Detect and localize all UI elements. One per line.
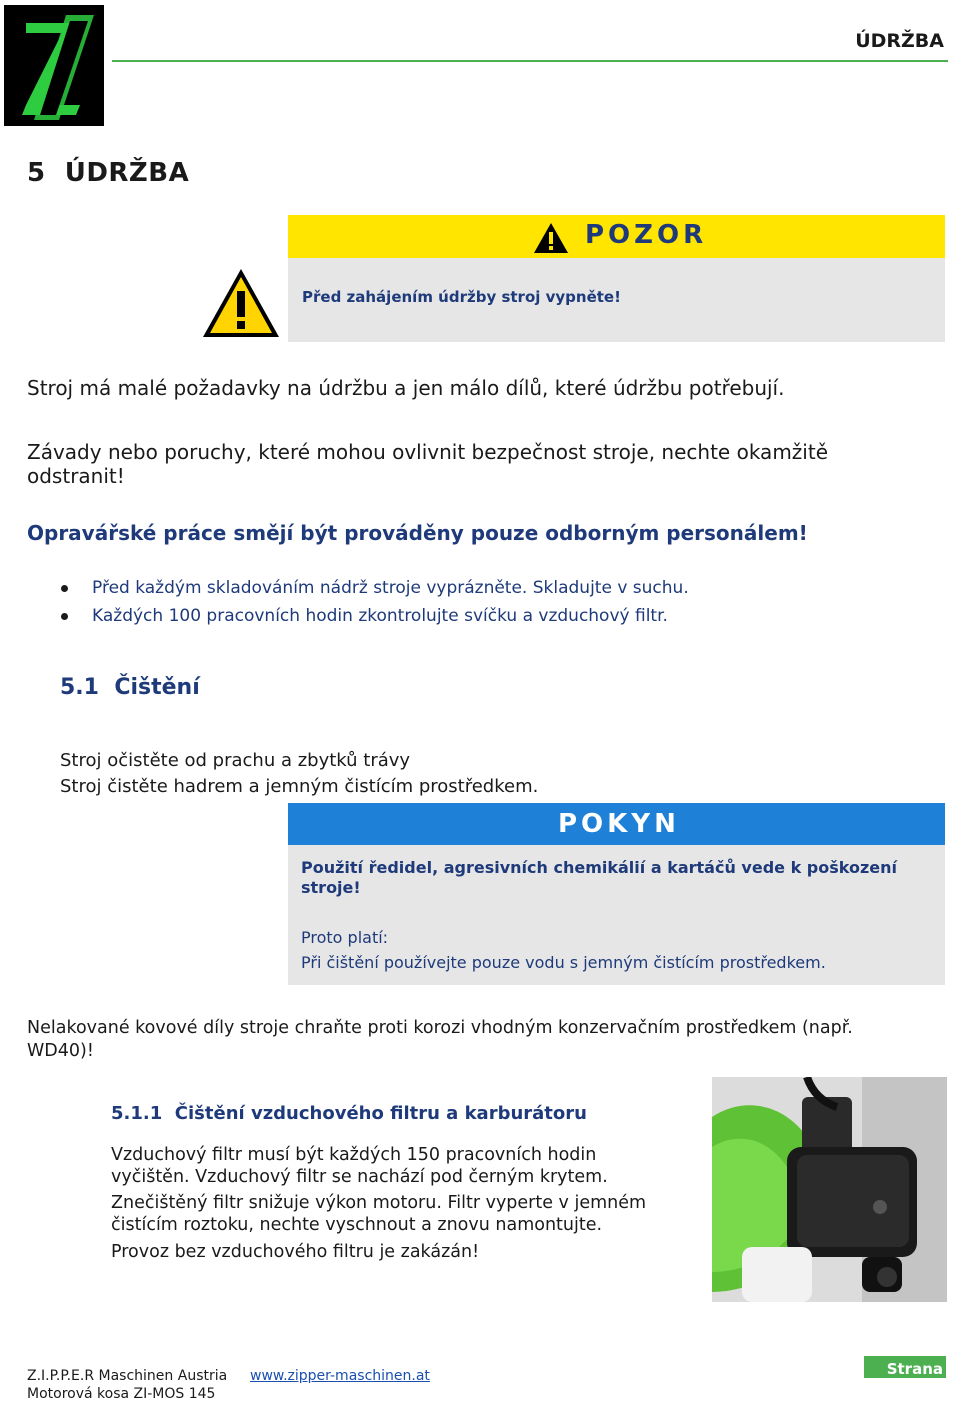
- list-item: Před každým skladováním nádrž stroje vyprázněte. Skladujte v suchu.: [92, 578, 689, 598]
- header-divider: [112, 60, 948, 62]
- footer-model: Motorová kosa ZI-MOS 145: [27, 1386, 216, 1401]
- list-item: Každých 100 pracovních hodin zkontrolujte svíčku a vzduchový filtr.: [92, 606, 668, 626]
- warning-triangle-icon: [533, 222, 569, 254]
- filter-paragraph-1-line-1: Vzduchový filtr musí být každých 150 pracovních hodin: [111, 1145, 597, 1165]
- cleaning-line-2: Stroj čistěte hadrem a jemným čistícím prostředkem.: [60, 776, 539, 797]
- intro-paragraph-2-line-2: odstranit!: [27, 464, 125, 488]
- filter-paragraph-2-line-2: čistícím roztoku, nechte vyschnout a znovu namontujte.: [111, 1215, 603, 1235]
- subsection-title: Čištění: [114, 675, 200, 700]
- zipper-logo: [4, 5, 104, 126]
- warning-text: Před zahájením údržby stroj vypněte!: [302, 288, 621, 306]
- filter-paragraph-3: Provoz bez vzduchového filtru je zakázán!: [111, 1242, 480, 1262]
- footer-page-number: Strana 11: [864, 1356, 946, 1378]
- section-number: 5: [27, 158, 46, 188]
- filter-paragraph-2-line-1: Znečištěný filtr snižuje výkon motoru. Filtr vyperte v jemném: [111, 1193, 647, 1213]
- section-title: ÚDRŽBA: [64, 158, 190, 188]
- subsection-heading: [60, 675, 200, 700]
- subsubsection-title: Čištění vzduchového filtru a karburátoru: [174, 1103, 587, 1124]
- air-filter-photo: [712, 1077, 947, 1302]
- corrosion-line-1: Nelakované kovové díly stroje chraňte proti korozi vhodným konzervačním prostředkem (např.: [27, 1018, 853, 1038]
- notice-rule-label: Proto platí:: [301, 928, 389, 947]
- section-heading: [27, 158, 189, 188]
- footer-website-link[interactable]: www.zipper-maschinen.at: [250, 1368, 430, 1384]
- bullet-icon: [61, 585, 68, 592]
- corrosion-line-2: WD40)!: [27, 1041, 94, 1061]
- intro-paragraph-3: Opravářské práce smějí být prováděny pouze odborným personálem!: [27, 521, 808, 545]
- warning-large-icon: [201, 267, 281, 339]
- header-title: ÚDRŽBA: [855, 30, 944, 52]
- notice-label: POKYN: [558, 809, 680, 839]
- subsection-number: 5.1: [60, 675, 99, 700]
- footer-company: Z.I.P.P.E.R Maschinen Austria: [27, 1368, 228, 1384]
- bullet-icon: [61, 613, 68, 620]
- subsubsection-heading: [111, 1103, 587, 1124]
- notice-rule-text: Při čištění používejte pouze vodu s jemným čistícím prostředkem.: [301, 953, 826, 972]
- subsubsection-number: 5.1.1: [111, 1103, 163, 1124]
- cleaning-line-1: Stroj očistěte od prachu a zbytků trávy: [60, 750, 411, 771]
- intro-paragraph-2-line-1: Závady nebo poruchy, které mohou ovlivnit bezpečnost stroje, nechte okamžitě: [27, 440, 828, 464]
- warning-label: POZOR: [585, 220, 708, 250]
- notice-bold-text: Použití ředidel, agresivních chemikálií a kartáčů vede k poškození stroje!: [301, 858, 897, 897]
- filter-paragraph-1-line-2: vyčištěn. Vzduchový filtr se nachází pod černým krytem.: [111, 1167, 608, 1187]
- intro-paragraph-1: Stroj má malé požadavky na údržbu a jen málo dílů, které údržbu potřebují.: [27, 376, 785, 400]
